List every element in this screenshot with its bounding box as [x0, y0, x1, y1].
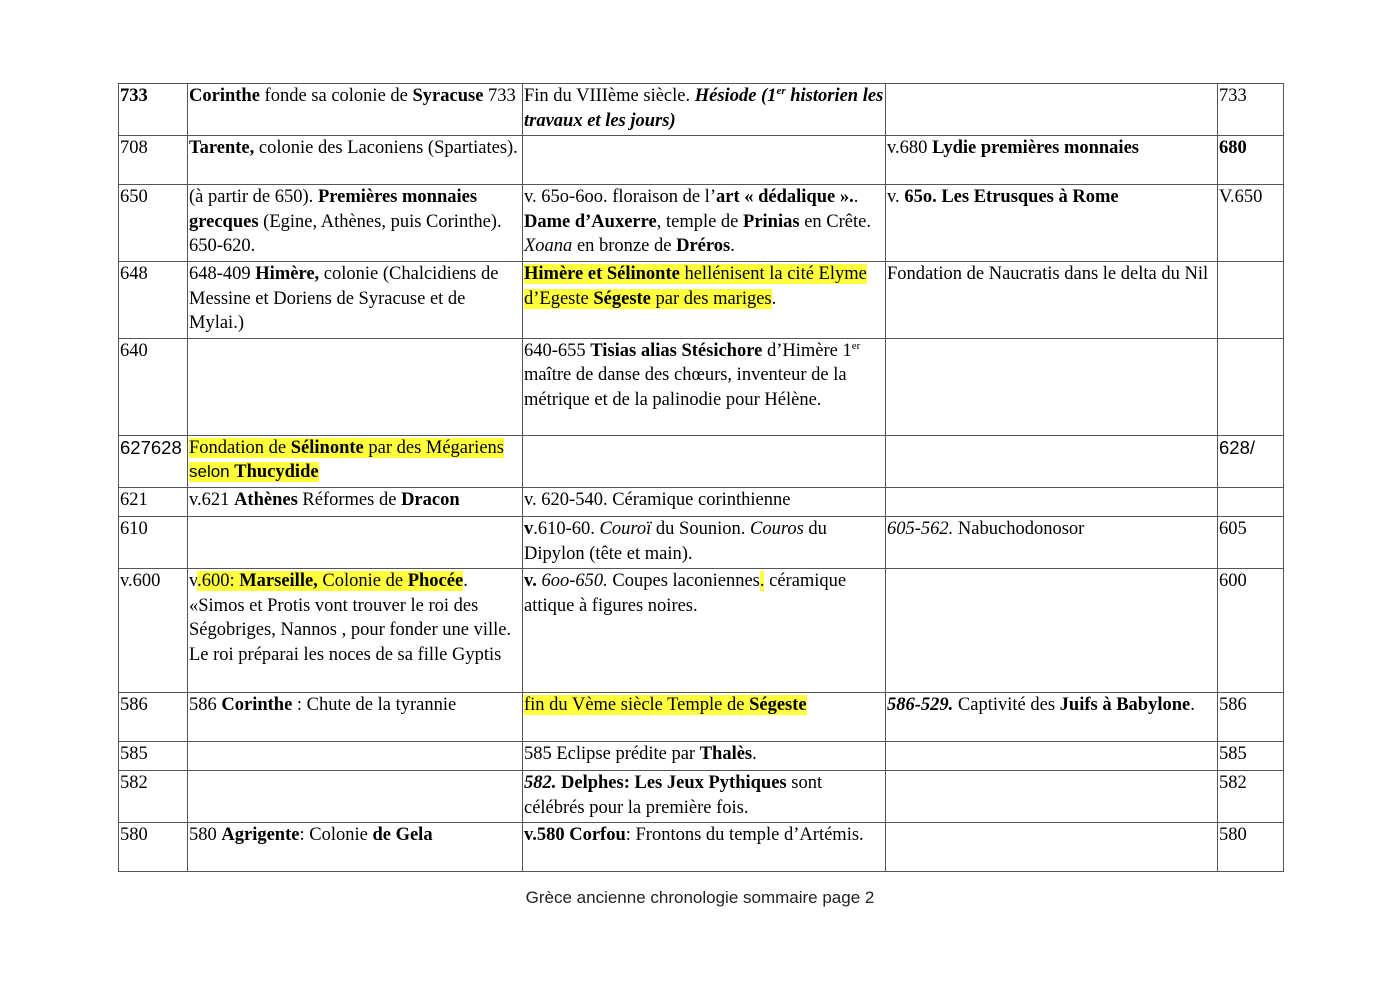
- greece-cell: Tarente, colonie des Laconiens (Spartiates).: [188, 136, 523, 185]
- culture-cell: 582. Delphes: Les Jeux Pythiques sont célébrés pour la première fois.: [523, 771, 886, 823]
- page-footer: Grèce ancienne chronologie sommaire page 2: [525, 888, 875, 907]
- culture-cell: v. 620-540. Céramique corinthienne: [523, 487, 886, 516]
- table-row: [119, 84, 1284, 136]
- culture-cell: v. 65o-6oo. floraison de l’art « dédalique ».. Dame d’Auxerre, temple de Prinias en Crête. Xoana en bronze de Dréros.: [523, 185, 886, 262]
- date-right-cell: [1218, 487, 1284, 516]
- culture-cell: 585 Eclipse prédite par Thalès.: [523, 742, 886, 771]
- date-cell: 648: [119, 261, 188, 338]
- greece-cell: v.621 Athènes Réformes de Dracon: [188, 487, 523, 516]
- date-cell: 708: [119, 136, 188, 185]
- world-cell: [886, 487, 1218, 516]
- table-row: [119, 185, 1284, 262]
- greece-cell: Corinthe fonde sa colonie de Syracuse 733: [188, 84, 523, 136]
- greece-cell: 648-409 Himère, colonie (Chalcidiens de Messine et Doriens de Syracuse et de Mylai.): [188, 261, 523, 338]
- date-right-cell: 586: [1218, 693, 1284, 742]
- date-right-cell: [1218, 261, 1284, 338]
- greece-cell: 586 Corinthe : Chute de la tyrannie: [188, 693, 523, 742]
- greece-cell: [188, 338, 523, 435]
- table-row: [119, 569, 1284, 693]
- world-cell: 605-562. Nabuchodonosor: [886, 516, 1218, 568]
- culture-cell: v.610-60. Couroï du Sounion. Couros du Dipylon (tête et main).: [523, 516, 886, 568]
- culture-cell: Fin du VIIIème siècle. Hésiode (1er historien les travaux et les jours): [523, 84, 886, 136]
- culture-cell: [523, 435, 886, 487]
- date-right-cell: V.650: [1218, 185, 1284, 262]
- greece-cell: Fondation de Sélinonte par des Mégariens selon Thucydide: [188, 435, 523, 487]
- greece-cell: [188, 771, 523, 823]
- greece-cell: [188, 742, 523, 771]
- table-row: [119, 338, 1284, 435]
- culture-cell: v.580 Corfou: Frontons du temple d’Artémis.: [523, 823, 886, 872]
- world-cell: [886, 569, 1218, 693]
- table-row: [119, 487, 1284, 516]
- date-right-cell: [1218, 338, 1284, 435]
- date-right-cell: 628/: [1218, 435, 1284, 487]
- chronology-table: [118, 83, 1284, 872]
- date-cell: 627628: [119, 435, 188, 487]
- date-right-cell: 733: [1218, 84, 1284, 136]
- greece-cell: v.600: Marseille, Colonie de Phocée. «Simos et Protis vont trouver le roi des Ségobriges, Nannos , pour fonder une ville. Le roi préparai les noces de sa fille Gyptis: [188, 569, 523, 693]
- date-right-cell: 600: [1218, 569, 1284, 693]
- date-right-cell: 582: [1218, 771, 1284, 823]
- table-row: [119, 261, 1284, 338]
- world-cell: 586-529. Captivité des Juifs à Babylone.: [886, 693, 1218, 742]
- world-cell: [886, 435, 1218, 487]
- culture-cell: 640-655 Tisias alias Stésichore d’Himère 1er maître de danse des chœurs, inventeur de la métrique et de la palinodie pour Hélène.: [523, 338, 886, 435]
- date-cell: 650: [119, 185, 188, 262]
- date-cell: 621: [119, 487, 188, 516]
- date-cell: 733: [119, 84, 188, 136]
- greece-cell: (à partir de 650). Premières monnaies grecques (Egine, Athènes, puis Corinthe). 650-620.: [188, 185, 523, 262]
- table-row: [119, 742, 1284, 771]
- world-cell: [886, 742, 1218, 771]
- culture-cell: [523, 136, 886, 185]
- world-cell: [886, 84, 1218, 136]
- table-row: [119, 771, 1284, 823]
- date-cell: 585: [119, 742, 188, 771]
- culture-cell: fin du Vème siècle Temple de Ségeste: [523, 693, 886, 742]
- table-row: [119, 516, 1284, 568]
- date-cell: 610: [119, 516, 188, 568]
- date-cell: v.600: [119, 569, 188, 693]
- culture-cell: v. 6oo-650. Coupes laconiennes. céramique attique à figures noires.: [523, 569, 886, 693]
- world-cell: Fondation de Naucratis dans le delta du Nil: [886, 261, 1218, 338]
- date-cell: 586: [119, 693, 188, 742]
- greece-cell: [188, 516, 523, 568]
- culture-cell: Himère et Sélinonte hellénisent la cité Elyme d’Egeste Ségeste par des mariges.: [523, 261, 886, 338]
- date-right-cell: 605: [1218, 516, 1284, 568]
- table-row: [119, 136, 1284, 185]
- world-cell: v.680 Lydie premières monnaies: [886, 136, 1218, 185]
- world-cell: [886, 823, 1218, 872]
- table-row: [119, 693, 1284, 742]
- world-cell: v. 65o. Les Etrusques à Rome: [886, 185, 1218, 262]
- date-right-cell: 580: [1218, 823, 1284, 872]
- date-right-cell: 680: [1218, 136, 1284, 185]
- date-cell: 580: [119, 823, 188, 872]
- world-cell: [886, 771, 1218, 823]
- date-cell: 640: [119, 338, 188, 435]
- greece-cell: 580 Agrigente: Colonie de Gela: [188, 823, 523, 872]
- table-row: [119, 823, 1284, 872]
- world-cell: [886, 338, 1218, 435]
- date-cell: 582: [119, 771, 188, 823]
- date-right-cell: 585: [1218, 742, 1284, 771]
- table-row: [119, 435, 1284, 487]
